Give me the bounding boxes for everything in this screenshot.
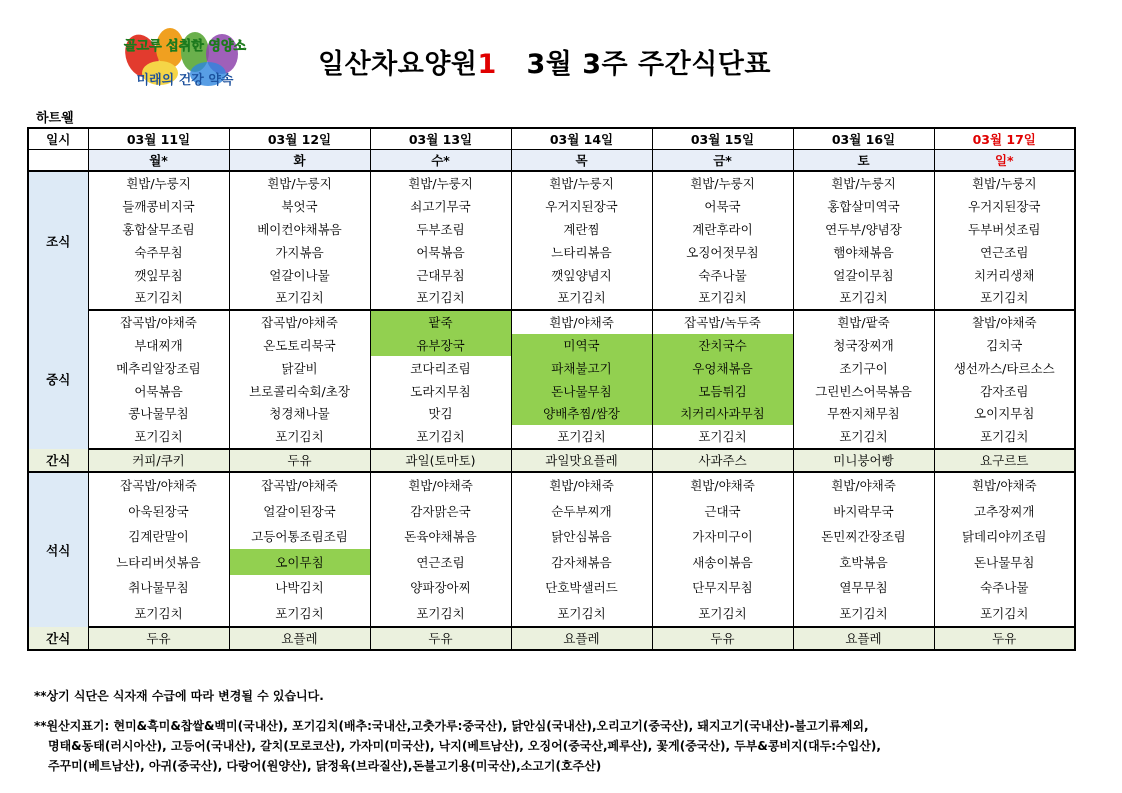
menu-cell: 호박볶음 <box>793 549 934 575</box>
menu-cell: 포기김치 <box>793 286 934 310</box>
dinner-row <box>28 600 1075 627</box>
lunch-label: 중식 <box>28 310 88 449</box>
snack2-row <box>28 627 1075 650</box>
menu-cell: 취나물무침 <box>88 575 229 601</box>
menu-cell: 잡곡밥/녹두죽 <box>652 310 793 334</box>
date-cell: 03월 15일 <box>652 128 793 150</box>
menu-cell: 포기김치 <box>652 600 793 627</box>
menu-cell: 치커리생채 <box>934 263 1075 286</box>
logo-line2: 미래의 건강 약속 <box>136 73 234 88</box>
origin-line-3: 주꾸미(베트남산), 아귀(중국산), 다랑어(원양산), 닭정육(브라질산),돈불고기용(미국산),소고기(호주산) <box>48 759 602 773</box>
menu-cell: 포기김치 <box>229 425 370 449</box>
menu-cell: 얼갈이된장국 <box>229 498 370 524</box>
menu-cell: 가자미구이 <box>652 524 793 550</box>
menu-cell: 흰밥/팥죽 <box>793 310 934 334</box>
breakfast-row <box>28 263 1075 286</box>
logo-line1: 골고루 섭취한 영양소 <box>123 39 247 54</box>
menu-cell: 포기김치 <box>88 425 229 449</box>
breakfast-row <box>28 218 1075 241</box>
menu-cell: 순두부찌개 <box>511 498 652 524</box>
menu-cell: 흰밥/야채죽 <box>511 472 652 499</box>
snack-cell: 두유 <box>934 627 1075 650</box>
title-number: 1 <box>477 49 497 80</box>
snack-cell: 두유 <box>229 449 370 472</box>
snack-cell: 과일맛요플레 <box>511 449 652 472</box>
title-main: 일산차요양원 <box>318 49 478 80</box>
lunch-row <box>28 356 1075 379</box>
menu-cell: 북엇국 <box>229 195 370 218</box>
menu-cell: 닭갈비 <box>229 356 370 379</box>
menu-cell: 흰밥/누룽지 <box>934 171 1075 195</box>
menu-cell: 포기김치 <box>88 286 229 310</box>
menu-cell: 청국장찌개 <box>793 334 934 357</box>
weekday-cell: 화 <box>229 150 370 172</box>
menu-cell: 포기김치 <box>793 425 934 449</box>
menu-cell: 모듬튀김 <box>652 379 793 402</box>
menu-cell: 흰밥/누룽지 <box>370 171 511 195</box>
dinner-row <box>28 524 1075 550</box>
menu-cell: 열무무침 <box>793 575 934 601</box>
menu-cell: 포기김치 <box>229 286 370 310</box>
menu-cell: 단호박샐러드 <box>511 575 652 601</box>
menu-cell: 베이컨야채볶음 <box>229 218 370 241</box>
menu-cell: 느타리버섯볶음 <box>88 549 229 575</box>
menu-cell: 부대찌개 <box>88 334 229 357</box>
menu-cell: 포기김치 <box>934 600 1075 627</box>
menu-cell: 도라지무침 <box>370 379 511 402</box>
snack-cell: 커피/쿠키 <box>88 449 229 472</box>
dinner-row <box>28 575 1075 601</box>
breakfast-row <box>28 171 1075 195</box>
menu-cell: 코다리조림 <box>370 356 511 379</box>
weekday-cell: 금* <box>652 150 793 172</box>
menu-cell: 돈나물무침 <box>511 379 652 402</box>
menu-cell: 계란찜 <box>511 218 652 241</box>
date-cell: 03월 14일 <box>511 128 652 150</box>
menu-cell: 포기김치 <box>652 425 793 449</box>
date-cell: 03월 12일 <box>229 128 370 150</box>
menu-cell: 들깨콩비지국 <box>88 195 229 218</box>
menu-cell: 김계란말이 <box>88 524 229 550</box>
snack-cell: 미니붕어빵 <box>793 449 934 472</box>
menu-cell: 흰밥/누룽지 <box>229 171 370 195</box>
menu-cell: 포기김치 <box>511 425 652 449</box>
menu-cell: 김치국 <box>934 334 1075 357</box>
menu-cell: 나박김치 <box>229 575 370 601</box>
notice-text: **상기 식단은 식자재 수급에 따라 변경될 수 있습니다. <box>34 689 324 703</box>
menu-cell: 근대국 <box>652 498 793 524</box>
menu-cell: 쇠고기무국 <box>370 195 511 218</box>
menu-cell: 생선까스/타르소스 <box>934 356 1075 379</box>
weekday-cell: 수* <box>370 150 511 172</box>
menu-cell: 흰밥/누룽지 <box>652 171 793 195</box>
snack2-label: 간식 <box>28 627 88 650</box>
menu-cell: 흰밥/야채죽 <box>934 472 1075 499</box>
snack-cell: 요플레 <box>793 627 934 650</box>
dinner-row <box>28 549 1075 575</box>
menu-cell: 포기김치 <box>370 600 511 627</box>
menu-cell: 연근조림 <box>370 549 511 575</box>
menu-cell: 찰밥/야채죽 <box>934 310 1075 334</box>
menu-cell: 감자채볶음 <box>511 549 652 575</box>
menu-cell: 우거지된장국 <box>511 195 652 218</box>
menu-cell: 두부버섯조림 <box>934 218 1075 241</box>
snack-cell: 과일(토마토) <box>370 449 511 472</box>
menu-cell: 흰밥/야채죽 <box>511 310 652 334</box>
menu-cell: 홍합살무조림 <box>88 218 229 241</box>
menu-cell: 어묵볶음 <box>370 240 511 263</box>
menu-cell: 가지볶음 <box>229 240 370 263</box>
menu-cell: 치커리사과무침 <box>652 402 793 425</box>
weekday-cell: 토 <box>793 150 934 172</box>
menu-cell: 포기김치 <box>229 600 370 627</box>
snack-cell: 사과주스 <box>652 449 793 472</box>
menu-cell: 무짠지채무침 <box>793 402 934 425</box>
menu-cell: 브로콜리숙회/초장 <box>229 379 370 402</box>
page-title <box>318 42 771 81</box>
menu-cell: 어묵볶음 <box>88 379 229 402</box>
menu-cell: 포기김치 <box>934 425 1075 449</box>
menu-cell: 오징어젓무침 <box>652 240 793 263</box>
menu-cell: 얼갈이나물 <box>229 263 370 286</box>
menu-cell: 포기김치 <box>370 286 511 310</box>
lunch-row <box>28 402 1075 425</box>
menu-cell: 감자맑은국 <box>370 498 511 524</box>
menu-cell: 흰밥/누룽지 <box>793 171 934 195</box>
menu-cell: 포기김치 <box>652 286 793 310</box>
weekday-cell: 목 <box>511 150 652 172</box>
snack-cell: 두유 <box>88 627 229 650</box>
snack-cell: 요구르트 <box>934 449 1075 472</box>
breakfast-row <box>28 286 1075 310</box>
menu-cell: 숙주무침 <box>88 240 229 263</box>
menu-cell: 조기구이 <box>793 356 934 379</box>
menu-cell: 오이무침 <box>229 549 370 575</box>
menu-cell: 돈민찌간장조림 <box>793 524 934 550</box>
origin-line-1: **원산지표기: 현미&흑미&찹쌀&백미(국내산), 포기김치(배추:국내산,고춧가루:중국산), 닭안심(국내산),오리고기(중국산), 돼지고기(국내산)-불고기류제외, <box>34 719 869 733</box>
menu-cell: 고추장찌개 <box>934 498 1075 524</box>
snack-cell: 요플레 <box>511 627 652 650</box>
breakfast-row <box>28 195 1075 218</box>
menu-cell: 잔치국수 <box>652 334 793 357</box>
weekly-menu-table <box>27 127 1076 651</box>
menu-cell: 깻잎양념지 <box>511 263 652 286</box>
lunch-row <box>28 310 1075 334</box>
date-cell: 03월 17일 <box>934 128 1075 150</box>
breakfast-label: 조식 <box>28 171 88 310</box>
menu-cell: 연두부/양념장 <box>793 218 934 241</box>
menu-cell: 깻잎무침 <box>88 263 229 286</box>
breakfast-row <box>28 240 1075 263</box>
dinner-row <box>28 498 1075 524</box>
menu-cell: 양파장아찌 <box>370 575 511 601</box>
menu-cell: 햄야채볶음 <box>793 240 934 263</box>
lunch-row <box>28 425 1075 449</box>
menu-cell: 숙주나물 <box>652 263 793 286</box>
snack-cell: 요플레 <box>229 627 370 650</box>
menu-cell: 메추리알장조림 <box>88 356 229 379</box>
menu-cell: 미역국 <box>511 334 652 357</box>
snack1-row <box>28 449 1075 472</box>
menu-cell: 포기김치 <box>511 600 652 627</box>
menu-cell: 연근조림 <box>934 240 1075 263</box>
weekday-cell: 월* <box>88 150 229 172</box>
menu-cell: 포기김치 <box>511 286 652 310</box>
facility-name: 하트웰 <box>36 111 74 126</box>
menu-cell: 잡곡밥/야채죽 <box>88 310 229 334</box>
dinner-label: 석식 <box>28 472 88 627</box>
menu-cell: 돈육야채볶음 <box>370 524 511 550</box>
menu-cell: 맛김 <box>370 402 511 425</box>
title-rest: 3월 3주 주간식단표 <box>496 49 771 80</box>
menu-cell: 양배추찜/쌈장 <box>511 402 652 425</box>
menu-cell: 그린빈스어묵볶음 <box>793 379 934 402</box>
menu-cell: 닭데리야끼조림 <box>934 524 1075 550</box>
menu-cell: 돈나물무침 <box>934 549 1075 575</box>
menu-cell: 두부조림 <box>370 218 511 241</box>
menu-cell: 온도토리묵국 <box>229 334 370 357</box>
menu-cell: 닭안심볶음 <box>511 524 652 550</box>
menu-cell: 어묵국 <box>652 195 793 218</box>
date-cell: 03월 16일 <box>793 128 934 150</box>
menu-cell: 근대무침 <box>370 263 511 286</box>
menu-cell: 잡곡밥/야채죽 <box>229 472 370 499</box>
menu-cell: 바지락무국 <box>793 498 934 524</box>
menu-cell: 흰밥/누룽지 <box>511 171 652 195</box>
date-cell: 03월 13일 <box>370 128 511 150</box>
menu-cell: 감자조림 <box>934 379 1075 402</box>
menu-cell: 잡곡밥/야채죽 <box>229 310 370 334</box>
menu-cell: 흰밥/야채죽 <box>652 472 793 499</box>
dinner-row <box>28 472 1075 499</box>
menu-cell: 파채불고기 <box>511 356 652 379</box>
menu-cell: 우엉채볶음 <box>652 356 793 379</box>
menu-cell: 청경채나물 <box>229 402 370 425</box>
menu-cell: 잡곡밥/야채죽 <box>88 472 229 499</box>
menu-cell: 흰밥/야채죽 <box>793 472 934 499</box>
menu-cell: 유부장국 <box>370 334 511 357</box>
weekday-label <box>28 150 88 172</box>
menu-cell: 아욱된장국 <box>88 498 229 524</box>
weekday-row <box>28 150 1075 172</box>
lunch-row <box>28 379 1075 402</box>
menu-cell: 단무지무침 <box>652 575 793 601</box>
menu-cell: 계란후라이 <box>652 218 793 241</box>
menu-cell: 콩나물무침 <box>88 402 229 425</box>
logo <box>110 18 260 98</box>
notes <box>34 686 881 776</box>
date-row <box>28 128 1075 150</box>
menu-cell: 새송이볶음 <box>652 549 793 575</box>
origin-line-2: 명태&동태(러시아산), 고등어(국내산), 갈치(모로코산), 가자미(미국산), 낙지(베트남산), 오징어(중국산,페루산), 꽃게(중국산), 두부&콩비지(대두:수입산), <box>48 739 881 753</box>
menu-cell: 고등어통조림조림 <box>229 524 370 550</box>
menu-cell: 오이지무침 <box>934 402 1075 425</box>
lunch-row <box>28 334 1075 357</box>
date-label: 일시 <box>28 128 88 150</box>
snack-cell: 두유 <box>652 627 793 650</box>
menu-cell: 느타리볶음 <box>511 240 652 263</box>
snack-cell: 두유 <box>370 627 511 650</box>
menu-cell: 흰밥/야채죽 <box>370 472 511 499</box>
menu-cell: 팥죽 <box>370 310 511 334</box>
menu-cell: 포기김치 <box>793 600 934 627</box>
menu-cell: 포기김치 <box>934 286 1075 310</box>
weekday-cell: 일* <box>934 150 1075 172</box>
menu-cell: 포기김치 <box>88 600 229 627</box>
menu-cell: 얼갈이무침 <box>793 263 934 286</box>
date-cell: 03월 11일 <box>88 128 229 150</box>
menu-cell: 흰밥/누룽지 <box>88 171 229 195</box>
snack1-label: 간식 <box>28 449 88 472</box>
menu-cell: 홍합살미역국 <box>793 195 934 218</box>
menu-cell: 포기김치 <box>370 425 511 449</box>
menu-cell: 우거지된장국 <box>934 195 1075 218</box>
menu-cell: 숙주나물 <box>934 575 1075 601</box>
